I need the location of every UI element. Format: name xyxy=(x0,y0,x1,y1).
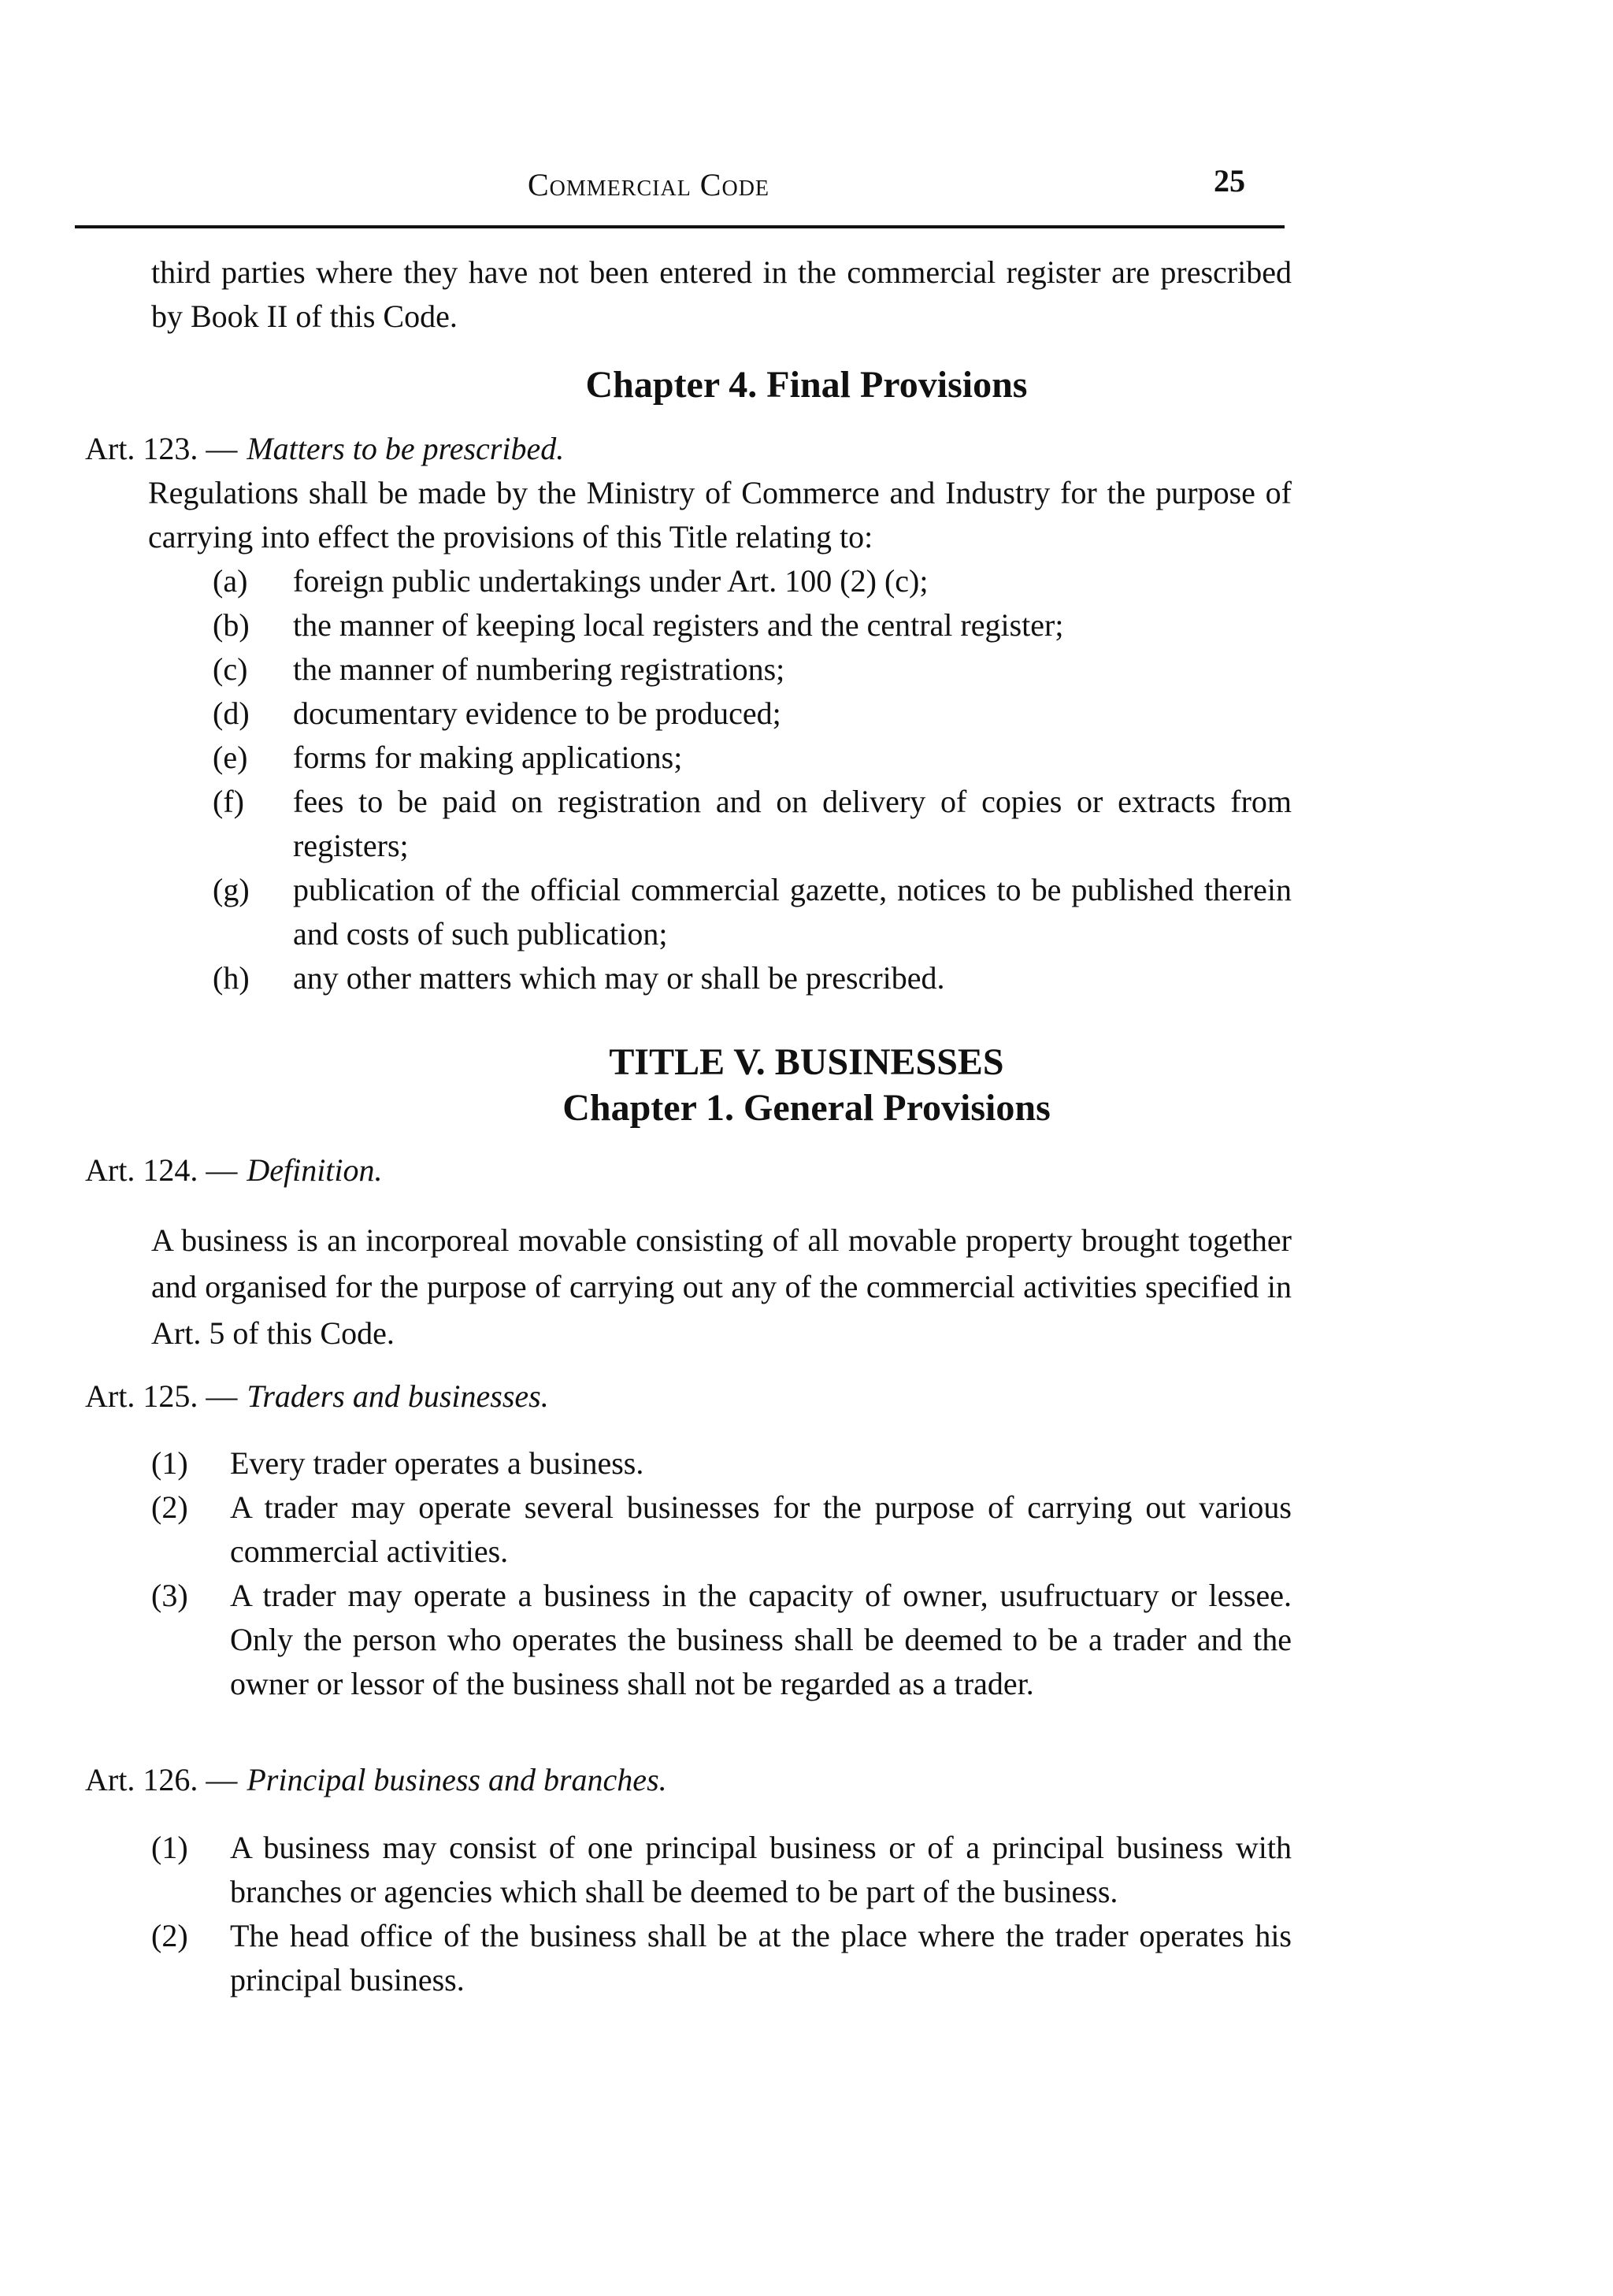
page-number: 25 xyxy=(1214,163,1245,198)
list-marker: (e) xyxy=(213,740,248,775)
list-marker: (1) xyxy=(151,1445,188,1481)
article-caption: Principal business and branches. xyxy=(247,1762,667,1797)
list-item xyxy=(213,736,1292,780)
article-123-heading xyxy=(85,427,564,471)
list-marker: (3) xyxy=(151,1578,188,1613)
chapter-4-heading: Chapter 4. Final Provisions xyxy=(585,364,1028,406)
list-item-text: A trader may operate a business in the capacity of owner, usufructuary or lessee. Only the person who operates the business shall be deemed to be a trader and the owner or lessor of the business shall not be regarded as a trader. xyxy=(230,1578,1292,1701)
list-item xyxy=(213,603,1292,647)
list-item xyxy=(213,647,1292,692)
list-item xyxy=(151,1914,1292,2002)
list-item-text: forms for making applications; xyxy=(293,740,683,775)
article-dash: — xyxy=(206,1378,238,1414)
article-124-heading xyxy=(85,1148,383,1193)
article-123-text: Regulations shall be made by the Ministry of Commerce and Industry for the purpose of carrying into effect the provisions of this Title relating to: xyxy=(148,475,1292,555)
list-marker: (b) xyxy=(213,607,250,643)
list-item-text: documentary evidence to be produced; xyxy=(293,695,781,731)
list-item-text: A trader may operate several businesses for the purpose of carrying out various commercial activities. xyxy=(230,1489,1292,1569)
article-dash: — xyxy=(206,1152,238,1188)
list-item xyxy=(213,780,1292,868)
list-item xyxy=(151,1486,1292,1574)
list-item xyxy=(151,1574,1292,1706)
title-5-heading: TITLE V. BUSINESSES xyxy=(609,1041,1004,1083)
article-123-list xyxy=(213,559,1292,1000)
article-label: Art. 126. xyxy=(85,1762,198,1797)
article-126-list xyxy=(151,1826,1292,2002)
title-5-block xyxy=(0,1040,1613,1131)
list-item-text: A business may consist of one principal business or of a principal business with branches or agencies which shall be deemed to be part of the business. xyxy=(230,1830,1292,1909)
list-item xyxy=(151,1441,1292,1486)
list-item-text: publication of the official commercial gazette, notices to be published therein and costs of such publication; xyxy=(293,872,1292,951)
article-label: Art. 123. xyxy=(85,431,198,466)
article-125-heading xyxy=(85,1374,549,1419)
article-dash: — xyxy=(206,431,238,466)
list-item-text: Every trader operates a business. xyxy=(230,1445,644,1481)
list-marker: (2) xyxy=(151,1489,188,1525)
list-item-text: the manner of numbering registrations; xyxy=(293,651,785,687)
list-item-text: any other matters which may or shall be prescribed. xyxy=(293,960,945,996)
list-marker: (h) xyxy=(213,960,250,996)
list-item xyxy=(213,868,1292,956)
list-item-text: foreign public undertakings under Art. 100 (2) (c); xyxy=(293,563,929,599)
article-125-list xyxy=(151,1441,1292,1706)
article-label: Art. 125. xyxy=(85,1378,198,1414)
article-caption: Traders and businesses. xyxy=(247,1378,549,1414)
list-item-text: The head office of the business shall be at the place where the trader operates his principal business. xyxy=(230,1918,1292,1997)
article-dash: — xyxy=(206,1762,238,1797)
list-marker: (a) xyxy=(213,563,248,599)
list-item xyxy=(213,559,1292,603)
intro-paragraph: third parties where they have not been entered in the commercial register are prescribed by Book II of this Code. xyxy=(151,254,1292,334)
article-caption: Definition. xyxy=(247,1152,383,1188)
list-item-text: the manner of keeping local registers and the central register; xyxy=(293,607,1064,643)
list-item xyxy=(213,956,1292,1000)
list-marker: (g) xyxy=(213,872,250,907)
list-marker: (f) xyxy=(213,784,244,819)
running-title: Commercial Code xyxy=(528,167,770,202)
list-marker: (d) xyxy=(213,695,250,731)
list-marker: (1) xyxy=(151,1830,188,1865)
article-label: Art. 124. xyxy=(85,1152,198,1188)
list-item-text: fees to be paid on registration and on delivery of copies or extracts from registers; xyxy=(293,784,1292,863)
list-marker: (c) xyxy=(213,651,248,687)
article-124-text: A business is an incorporeal movable consisting of all movable property brought together and organised for the purpose of carrying out any of the commercial activities specified in Art. 5 of this Code. xyxy=(151,1222,1292,1351)
page-header xyxy=(75,154,1285,228)
list-item xyxy=(213,692,1292,736)
article-126-heading xyxy=(85,1758,667,1802)
article-caption: Matters to be prescribed. xyxy=(247,431,565,466)
list-item xyxy=(151,1826,1292,1914)
chapter-1-heading: Chapter 1. General Provisions xyxy=(562,1087,1051,1129)
list-marker: (2) xyxy=(151,1918,188,1953)
